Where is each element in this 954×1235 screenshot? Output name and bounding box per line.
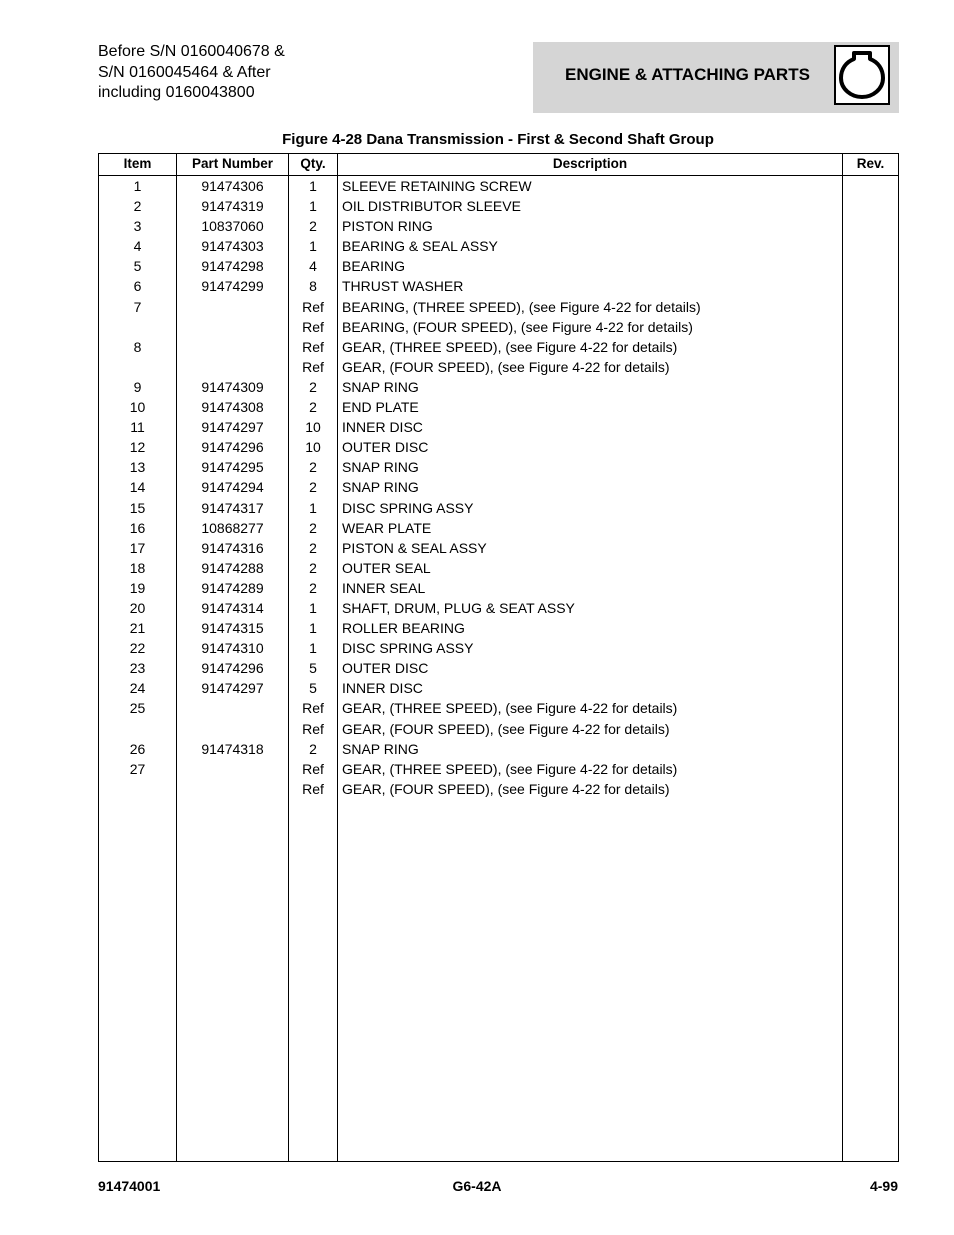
item-cell: 22	[129, 640, 146, 657]
qty-cell: Ref	[302, 298, 324, 315]
description-cell: DISC SPRING ASSY	[342, 499, 474, 516]
qty-cell: 10	[305, 439, 321, 456]
description-cell: BEARING, (THREE SPEED), (see Figure 4-22 for details)	[342, 298, 701, 315]
part-number-cell: 91474306	[201, 178, 264, 194]
description-cell: BEARING & SEAL ASSY	[342, 238, 498, 255]
qty-cell: Ref	[302, 358, 324, 375]
description-cell: PISTON & SEAL ASSY	[342, 539, 487, 556]
part-number-cell: 91474303	[201, 238, 264, 255]
table-row	[99, 658, 898, 678]
qty-cell: 2	[309, 479, 317, 496]
description-cell: BEARING, (FOUR SPEED), (see Figure 4-22 for details)	[342, 318, 693, 335]
qty-cell: 4	[309, 258, 317, 275]
table-row	[99, 377, 898, 397]
item-cell: 16	[129, 519, 146, 536]
description-cell: INNER DISC	[342, 680, 423, 697]
table-row	[99, 498, 898, 518]
part-number-cell: 91474315	[201, 620, 264, 637]
part-number-cell: 91474296	[201, 660, 264, 677]
table-row	[99, 477, 898, 497]
table-row	[99, 578, 898, 598]
table-row	[99, 678, 898, 698]
item-cell: 17	[129, 539, 146, 556]
part-number-cell: 91474288	[201, 559, 264, 576]
section-header	[533, 42, 899, 113]
item-cell: 23	[129, 660, 146, 677]
part-number-cell: 91474289	[201, 579, 264, 596]
description-cell: SNAP RING	[342, 740, 419, 757]
qty-cell: Ref	[302, 700, 324, 717]
description-cell: DISC SPRING ASSY	[342, 640, 474, 657]
column-header-qty: Qty.	[300, 156, 326, 171]
description-cell: GEAR, (THREE SPEED), (see Figure 4-22 for details)	[342, 700, 678, 717]
qty-cell: 1	[309, 198, 317, 215]
table-row	[99, 558, 898, 578]
table-body	[99, 176, 898, 799]
serial-line: S/N 0160045464 & After	[98, 63, 271, 81]
part-number-cell: 91474308	[201, 399, 264, 416]
section-title: ENGINE & ATTACHING PARTS	[565, 65, 810, 84]
description-cell: GEAR, (FOUR SPEED), (see Figure 4-22 for details)	[342, 780, 670, 797]
qty-cell: 2	[309, 579, 317, 596]
description-cell: OUTER SEAL	[342, 559, 431, 576]
table-row	[99, 518, 898, 538]
qty-cell: 8	[309, 278, 317, 295]
item-cell: 25	[129, 700, 146, 717]
serial-line: including 0160043800	[98, 84, 255, 101]
figure-title: Figure 4-28 Dana Transmission - First & Second Shaft Group	[282, 131, 714, 148]
description-cell: SHAFT, DRUM, PLUG & SEAT ASSY	[342, 599, 575, 616]
qty-cell: 2	[309, 559, 317, 576]
table-row	[99, 759, 898, 779]
table-row	[99, 256, 898, 276]
qty-cell: 2	[309, 378, 317, 395]
item-cell: 6	[133, 278, 142, 295]
part-number-cell: 91474299	[201, 278, 264, 295]
column-header-rev: Rev.	[856, 156, 885, 171]
part-number-cell: 91474319	[201, 198, 264, 215]
serial-line: Before S/N 0160040678 &	[98, 43, 285, 60]
qty-cell: 1	[309, 640, 317, 657]
description-cell: INNER SEAL	[342, 579, 426, 596]
description-cell: OUTER DISC	[342, 660, 429, 677]
part-number-cell: 10868277	[201, 519, 264, 536]
table-row	[99, 337, 898, 357]
item-cell: 20	[129, 599, 146, 616]
part-number-cell: 91474318	[201, 740, 264, 757]
part-number-cell: 91474316	[201, 539, 264, 556]
qty-cell: 1	[309, 599, 317, 616]
description-cell: GEAR, (FOUR SPEED), (see Figure 4-22 for details)	[342, 358, 670, 375]
qty-cell: 2	[309, 399, 317, 416]
table-row	[99, 437, 898, 457]
qty-cell: Ref	[302, 760, 324, 777]
item-cell: 19	[129, 579, 146, 596]
description-cell: BEARING	[342, 258, 406, 275]
table-row	[99, 739, 898, 759]
qty-cell: 10	[305, 419, 321, 436]
qty-cell: Ref	[302, 318, 324, 335]
item-cell: 24	[129, 680, 146, 697]
description-cell: END PLATE	[342, 399, 419, 416]
description-cell: WEAR PLATE	[342, 519, 432, 536]
part-number-cell: 91474296	[201, 439, 264, 456]
table-row	[99, 357, 898, 377]
item-cell: 3	[133, 218, 142, 235]
table-row	[99, 216, 898, 236]
table-row	[99, 417, 898, 437]
description-cell: GEAR, (THREE SPEED), (see Figure 4-22 for details)	[342, 338, 678, 355]
column-header-description: Description	[552, 156, 628, 171]
footer-page-number: 4-99	[869, 1178, 898, 1194]
qty-cell: 2	[309, 218, 317, 235]
qty-cell: 2	[309, 740, 317, 757]
column-header-item: Item	[123, 156, 152, 171]
item-cell: 10	[129, 399, 146, 416]
table-row	[99, 719, 898, 739]
item-cell: 14	[129, 479, 146, 496]
item-cell: 5	[133, 258, 142, 275]
item-cell: 7	[133, 298, 142, 315]
item-cell: 13	[129, 459, 146, 476]
part-number-cell: 91474295	[201, 459, 264, 476]
part-number-cell: 91474294	[201, 479, 264, 496]
serial-number-note	[98, 42, 285, 104]
item-cell: 15	[129, 499, 146, 516]
qty-cell: 1	[309, 178, 317, 194]
description-cell: SLEEVE RETAINING SCREW	[342, 178, 532, 194]
item-cell: 8	[133, 338, 142, 355]
item-cell: 12	[129, 439, 146, 456]
qty-cell: 1	[309, 620, 317, 637]
table-row	[99, 457, 898, 477]
part-number-cell: 91474310	[201, 640, 264, 657]
item-cell: 4	[133, 238, 142, 255]
item-cell: 27	[129, 760, 146, 777]
part-number-cell: 91474314	[201, 599, 264, 616]
table-row	[99, 779, 898, 799]
description-cell: OUTER DISC	[342, 439, 429, 456]
qty-cell: 5	[309, 680, 317, 697]
item-cell: 2	[133, 198, 142, 215]
description-cell: SNAP RING	[342, 378, 419, 395]
table-row	[99, 698, 898, 718]
footer-model: G6-42A	[452, 1178, 502, 1194]
parts-table	[98, 153, 899, 1162]
item-cell: 9	[133, 378, 142, 395]
description-cell: THRUST WASHER	[342, 278, 464, 295]
qty-cell: Ref	[302, 720, 324, 737]
table-row	[99, 638, 898, 658]
column-header-part-number: Part Number	[191, 156, 274, 171]
table-row	[99, 276, 898, 296]
part-number-cell: 91474297	[201, 419, 264, 436]
table-row	[99, 176, 898, 196]
table-row	[99, 538, 898, 558]
description-cell: GEAR, (FOUR SPEED), (see Figure 4-22 for details)	[342, 720, 670, 737]
description-cell: SNAP RING	[342, 459, 419, 476]
description-cell: PISTON RING	[342, 218, 433, 235]
part-number-cell: 91474309	[201, 378, 264, 395]
engine-icon	[834, 45, 890, 105]
qty-cell: Ref	[302, 780, 324, 797]
description-cell: ROLLER BEARING	[342, 620, 465, 637]
part-number-cell: 91474298	[201, 258, 264, 275]
qty-cell: 2	[309, 539, 317, 556]
qty-cell: 2	[309, 519, 317, 536]
item-cell: 21	[129, 620, 146, 637]
item-cell: 1	[133, 178, 142, 194]
description-cell: SNAP RING	[342, 479, 419, 496]
item-cell: 18	[129, 559, 146, 576]
table-row	[99, 297, 898, 317]
part-number-cell: 10837060	[201, 218, 264, 235]
part-number-cell: 91474297	[201, 680, 264, 697]
table-row	[99, 598, 898, 618]
qty-cell: 5	[309, 660, 317, 677]
table-row	[99, 397, 898, 417]
part-number-cell: 91474317	[201, 499, 264, 516]
item-cell: 11	[130, 419, 145, 436]
qty-cell: 1	[309, 499, 317, 516]
table-row	[99, 618, 898, 638]
qty-cell: 2	[309, 459, 317, 476]
qty-cell: Ref	[302, 338, 324, 355]
table-row	[99, 317, 898, 337]
description-cell: INNER DISC	[342, 419, 423, 436]
item-cell: 26	[129, 740, 146, 757]
description-cell: GEAR, (THREE SPEED), (see Figure 4-22 for details)	[342, 760, 678, 777]
description-cell: OIL DISTRIBUTOR SLEEVE	[342, 198, 521, 215]
footer-part-number: 91474001	[98, 1178, 161, 1194]
table-row	[99, 236, 898, 256]
qty-cell: 1	[309, 238, 317, 255]
table-row	[99, 196, 898, 216]
